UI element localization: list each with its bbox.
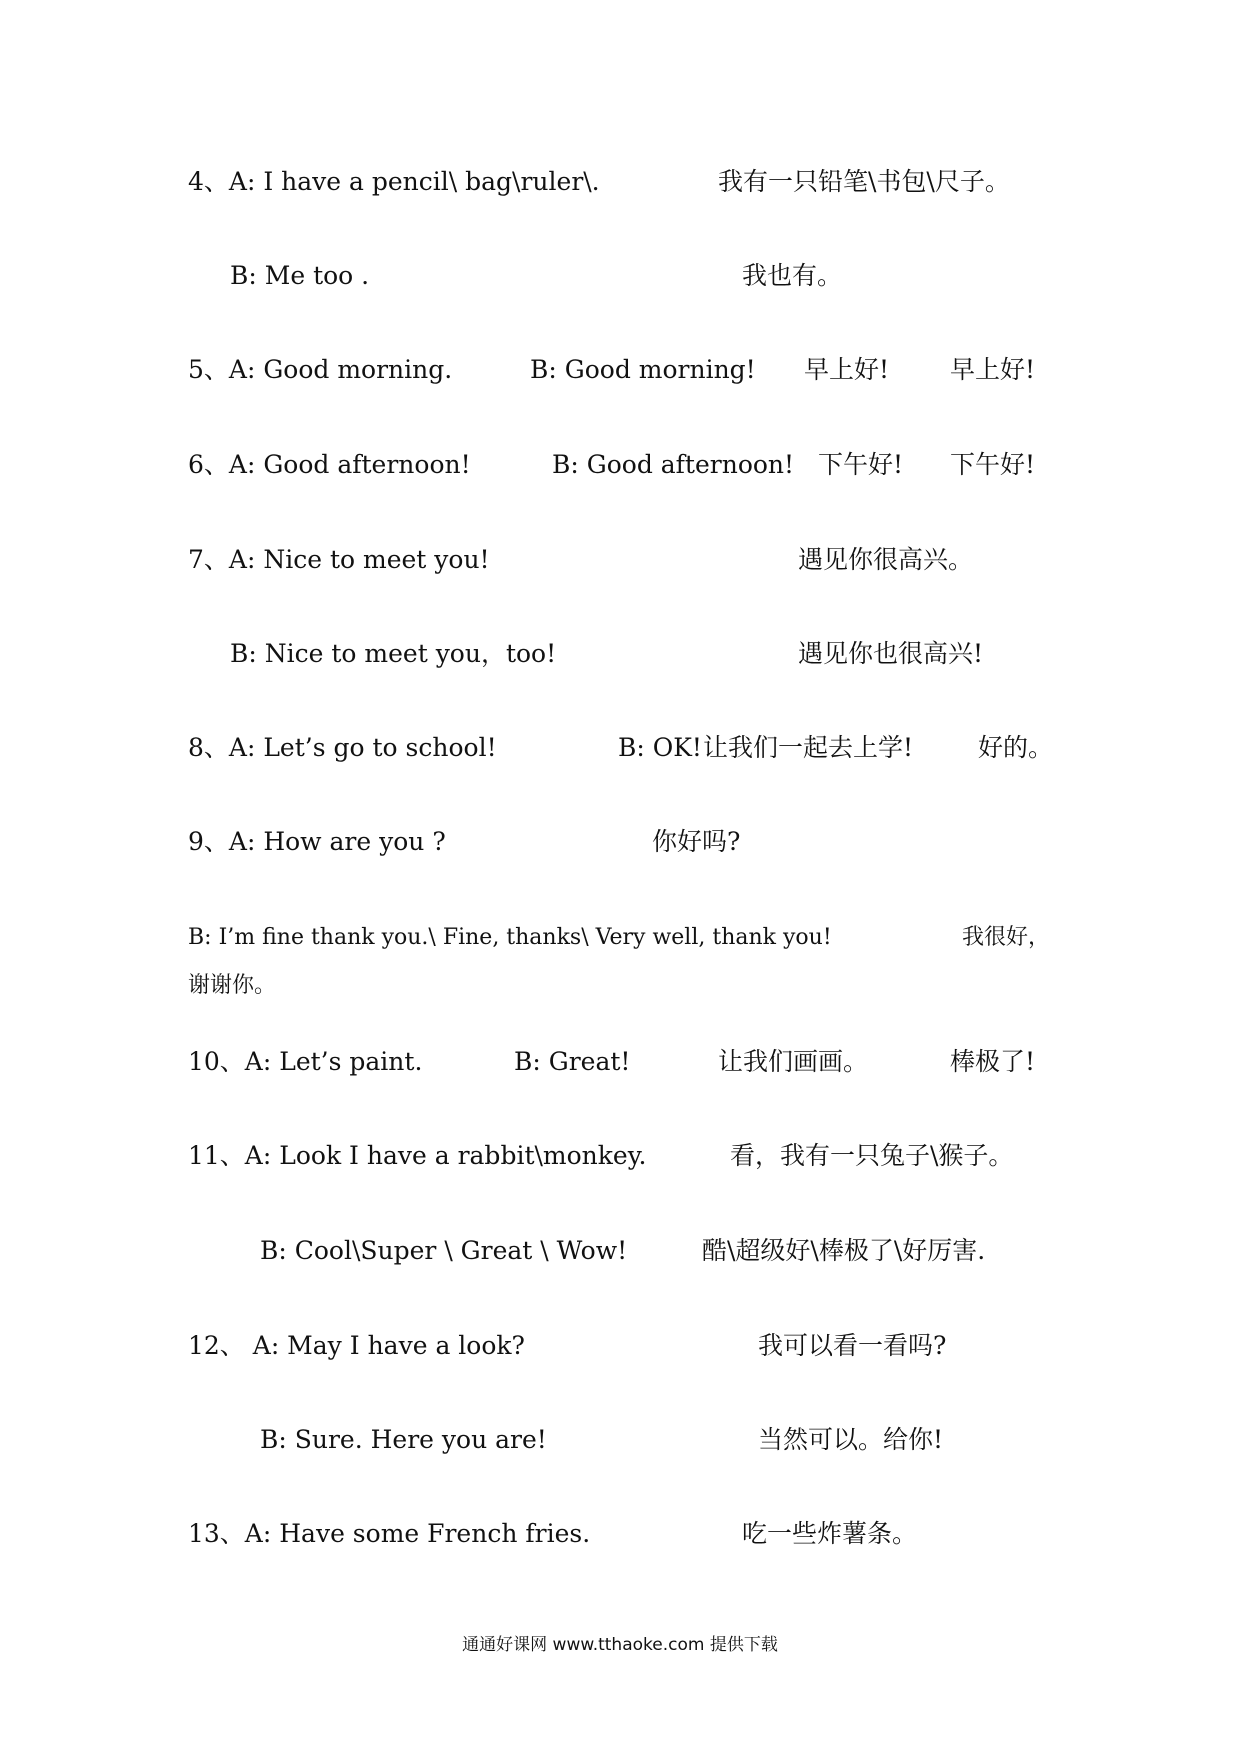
dialogue-7b-zh: 遇见你也很高兴! <box>798 639 984 668</box>
dialogue-11a-zh: 看，我有一只兔子\猴子。 <box>730 1141 1014 1170</box>
dialogue-11a-en: 11、A: Look I have a rabbit\monkey. <box>188 1141 647 1170</box>
dialogue-5b-en: B: Good morning! <box>530 355 756 384</box>
dialogue-5b-zh: 早上好! <box>950 355 1036 384</box>
dialogue-4b-zh: 我也有。 <box>742 261 843 290</box>
dialogue-9b-en: B: I’m fine thank you.\ Fine, thanks\ Very well, thank you! <box>188 925 832 950</box>
dialogue-6a-zh: 下午好! <box>818 450 904 479</box>
dialogue-9b-zh-continued: 谢谢你。 <box>188 973 277 998</box>
dialogue-12b-en: B: Sure. Here you are! <box>260 1425 547 1454</box>
dialogue-13a-zh: 吃一些炸薯条。 <box>742 1519 918 1548</box>
dialogue-6b-zh: 下午好! <box>950 450 1036 479</box>
dialogue-10b-en: B: Great! <box>514 1047 631 1076</box>
dialogue-10a-en: 10、A: Let’s paint. <box>188 1047 423 1076</box>
dialogue-7a-en: 7、A: Nice to meet you! <box>188 545 490 574</box>
dialogue-10b-zh: 棒极了! <box>950 1047 1036 1076</box>
dialogue-13a-en: 13、A: Have some French fries. <box>188 1519 591 1548</box>
dialogue-6a-en: 6、A: Good afternoon! <box>188 450 471 479</box>
dialogue-4a-zh: 我有一只铅笔\书包\尺子。 <box>718 167 1010 196</box>
dialogue-4a-en: 4、A: I have a pencil\ bag\ruler\. <box>188 167 600 196</box>
dialogue-5a-zh: 早上好! <box>804 355 890 384</box>
dialogue-7b-en: B: Nice to meet you，too! <box>230 639 557 668</box>
dialogue-11b-zh: 酷\超级好\棒极了\好厉害. <box>702 1236 986 1265</box>
dialogue-8b-zh: 好的。 <box>978 733 1054 762</box>
dialogue-5a-en: 5、A: Good morning. <box>188 355 453 384</box>
dialogue-9b-zh: 我很好， <box>962 925 1051 950</box>
dialogue-7a-zh: 遇见你很高兴。 <box>798 545 974 574</box>
dialogue-8b-en: B: OK! <box>618 733 702 762</box>
dialogue-9a-en: 9、A: How are you ? <box>188 827 446 856</box>
dialogue-9a-zh: 你好吗? <box>652 827 741 856</box>
dialogue-4b-en: B: Me too . <box>230 261 370 290</box>
dialogue-12b-zh: 当然可以。给你! <box>758 1425 944 1454</box>
dialogue-6b-en: B: Good afternoon! <box>552 450 795 479</box>
dialogue-8a-en: 8、A: Let’s go to school! <box>188 733 497 762</box>
dialogue-10a-zh: 让我们画画。 <box>718 1047 869 1076</box>
dialogue-12a-zh: 我可以看一看吗? <box>758 1331 947 1360</box>
dialogue-8a-zh: 让我们一起去上学! <box>703 733 914 762</box>
dialogue-11b-en: B: Cool\Super \ Great \ Wow! <box>260 1236 628 1265</box>
dialogue-12a-en: 12、 A: May I have a look? <box>188 1331 525 1360</box>
page-footer: 通通好课网 www.tthaoke.com 提供下载 <box>462 1635 778 1655</box>
